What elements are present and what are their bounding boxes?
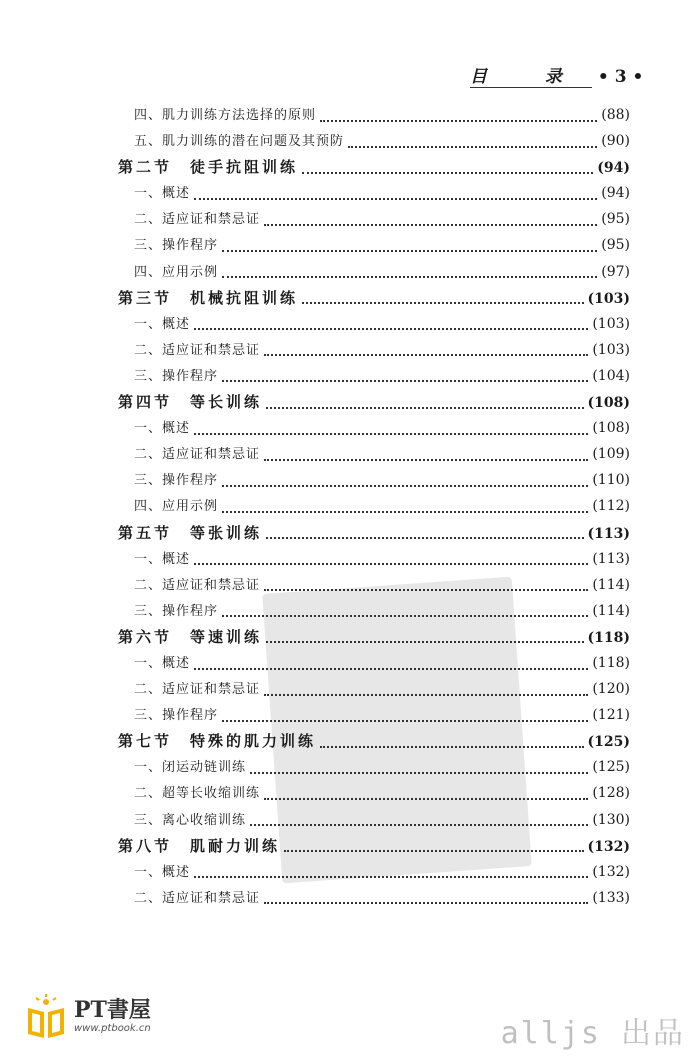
toc-entry-row xyxy=(118,600,630,626)
toc-label: 第三节 机械抗阻训练 xyxy=(118,288,299,307)
toc-entry-row xyxy=(118,652,630,678)
toc-label: 三、操作程序 xyxy=(134,238,219,254)
book-icon xyxy=(22,992,70,1040)
toc-page-number: (114) xyxy=(592,576,630,593)
toc-label: 一、概述 xyxy=(134,421,191,437)
toc-label: 二、超等长收缩训练 xyxy=(134,786,261,802)
toc-entry-row xyxy=(118,678,630,704)
toc-entry-row xyxy=(118,365,630,391)
dot-leader xyxy=(194,875,588,878)
dot-leader xyxy=(222,249,597,252)
toc-entry-row xyxy=(118,495,630,521)
dot-leader xyxy=(250,823,588,826)
header-title: 目 录 xyxy=(470,62,592,88)
toc-label: 第八节 肌耐力训练 xyxy=(118,836,281,855)
toc-page-number: (108) xyxy=(592,420,630,437)
toc-entry-row xyxy=(118,469,630,495)
toc-label: 五、肌力训练的潜在问题及其预防 xyxy=(134,134,345,150)
toc-entry-row xyxy=(118,208,630,234)
toc-label: 三、操作程序 xyxy=(134,708,219,724)
toc-label: 一、闭运动链训练 xyxy=(134,760,247,776)
toc-entry-row xyxy=(118,443,630,469)
toc-page-number: (132) xyxy=(592,863,630,880)
dot-leader xyxy=(264,353,588,356)
toc-label: 三、操作程序 xyxy=(134,368,219,384)
toc-page-number: (125) xyxy=(587,734,630,751)
dot-leader xyxy=(194,562,588,565)
publisher-logo xyxy=(22,992,151,1040)
dot-leader xyxy=(348,145,597,148)
toc-section-row xyxy=(118,835,630,861)
dot-leader xyxy=(222,379,588,382)
toc-label: 第四节 等长训练 xyxy=(118,393,263,412)
toc-label: 第七节 特殊的肌力训练 xyxy=(118,732,317,751)
toc-section-row xyxy=(118,156,630,182)
dot-leader xyxy=(302,171,593,174)
toc-label: 一、概述 xyxy=(134,655,191,671)
toc-label: 二、适应证和禁忌证 xyxy=(134,682,261,698)
toc-section-row xyxy=(118,626,630,652)
dot-leader xyxy=(222,510,588,513)
toc-section-row xyxy=(118,522,630,548)
toc-page-number: (118) xyxy=(587,629,630,646)
dot-leader xyxy=(194,432,588,435)
toc-entry-row xyxy=(118,313,630,339)
toc-label: 二、适应证和禁忌证 xyxy=(134,342,261,358)
toc-page-number: (113) xyxy=(592,550,630,567)
toc-page-number: (120) xyxy=(592,681,630,698)
dot-leader xyxy=(194,667,588,670)
toc-page-number: (95) xyxy=(601,211,630,228)
toc-label: 一、概述 xyxy=(134,864,191,880)
toc-section-row xyxy=(118,391,630,417)
toc-page-number: (113) xyxy=(587,525,630,542)
toc-entry-row xyxy=(118,234,630,260)
toc-page-number: (133) xyxy=(592,889,630,906)
logo-url: www.ptbook.cn xyxy=(74,1022,151,1034)
toc-page-number: (88) xyxy=(601,107,630,123)
toc-entry-row xyxy=(118,574,630,600)
toc-label: 一、概述 xyxy=(134,186,191,202)
toc-page-number: (110) xyxy=(592,472,630,489)
dot-leader xyxy=(264,223,597,226)
toc-page-number: (103) xyxy=(592,315,630,332)
toc-page-number: (121) xyxy=(592,707,630,724)
toc-entry-row xyxy=(118,887,630,913)
dot-leader xyxy=(194,197,597,200)
toc-label: 二、适应证和禁忌证 xyxy=(134,577,261,593)
toc-entry-row xyxy=(118,809,630,835)
toc-page-number: (90) xyxy=(601,133,630,150)
logo-name: PT書屋 xyxy=(74,997,151,1024)
dot-leader xyxy=(194,327,588,330)
page-header xyxy=(470,62,650,88)
toc-page-number: (94) xyxy=(597,160,630,177)
dot-leader xyxy=(222,484,588,487)
toc-entry-row xyxy=(118,782,630,808)
toc-page-number: (97) xyxy=(601,263,630,280)
toc-page-number: (94) xyxy=(601,185,630,202)
header-page-number: • 3 • xyxy=(597,67,644,87)
toc-page-number: (128) xyxy=(592,785,630,802)
dot-leader xyxy=(264,901,588,904)
toc-page-number: (103) xyxy=(587,290,630,307)
dot-leader xyxy=(320,745,584,748)
dot-leader xyxy=(302,301,584,304)
toc-entry-row xyxy=(118,548,630,574)
toc-label: 三、操作程序 xyxy=(134,473,219,489)
toc-entry-row xyxy=(118,182,630,208)
toc-page-number: (114) xyxy=(592,602,630,619)
toc-page-number: (130) xyxy=(592,811,630,828)
dot-leader xyxy=(264,797,588,800)
toc-page-number: (125) xyxy=(592,759,630,776)
toc-label: 二、适应证和禁忌证 xyxy=(134,447,261,463)
credit-mark: alljs 出品 xyxy=(500,1016,685,1051)
dot-leader xyxy=(250,771,588,774)
toc-entry-row xyxy=(118,130,630,156)
table-of-contents xyxy=(118,104,630,913)
toc-page-number: (104) xyxy=(592,367,630,384)
dot-leader xyxy=(264,588,588,591)
toc-page-number: (103) xyxy=(592,341,630,358)
dot-leader xyxy=(264,458,588,461)
dot-leader xyxy=(266,406,584,409)
dot-leader xyxy=(284,849,584,852)
toc-page-number: (118) xyxy=(592,654,630,671)
toc-page-number: (112) xyxy=(592,498,630,515)
toc-page-number: (109) xyxy=(592,446,630,463)
toc-entry-row xyxy=(118,704,630,730)
toc-entry-row xyxy=(118,861,630,887)
toc-entry-row xyxy=(118,339,630,365)
toc-entry-row xyxy=(118,756,630,782)
dot-leader xyxy=(222,719,588,722)
toc-label: 二、适应证和禁忌证 xyxy=(134,890,261,906)
toc-entry-row xyxy=(118,261,630,287)
toc-page-number: (132) xyxy=(587,838,630,855)
dot-leader xyxy=(222,275,597,278)
dot-leader xyxy=(264,693,588,696)
toc-page-number: (108) xyxy=(587,395,630,412)
toc-entry-row xyxy=(118,417,630,443)
toc-section-row xyxy=(118,730,630,756)
toc-label: 二、适应证和禁忌证 xyxy=(134,212,261,228)
dot-leader xyxy=(222,614,588,617)
dot-leader xyxy=(266,536,584,539)
toc-entry-row xyxy=(118,104,630,130)
toc-label: 四、应用示例 xyxy=(134,499,219,515)
toc-label: 四、应用示例 xyxy=(134,264,219,280)
toc-label: 第二节 徒手抗阻训练 xyxy=(118,158,299,177)
toc-label: 一、概述 xyxy=(134,551,191,567)
toc-label: 一、概述 xyxy=(134,316,191,332)
toc-label: 三、离心收缩训练 xyxy=(134,812,247,828)
toc-section-row xyxy=(118,287,630,313)
toc-label: 三、操作程序 xyxy=(134,603,219,619)
dot-leader xyxy=(320,119,597,122)
toc-label: 四、肌力训练方法选择的原则 xyxy=(134,108,317,123)
toc-label: 第五节 等张训练 xyxy=(118,523,263,542)
toc-label: 第六节 等速训练 xyxy=(118,627,263,646)
toc-page-number: (95) xyxy=(601,237,630,254)
dot-leader xyxy=(266,640,584,643)
